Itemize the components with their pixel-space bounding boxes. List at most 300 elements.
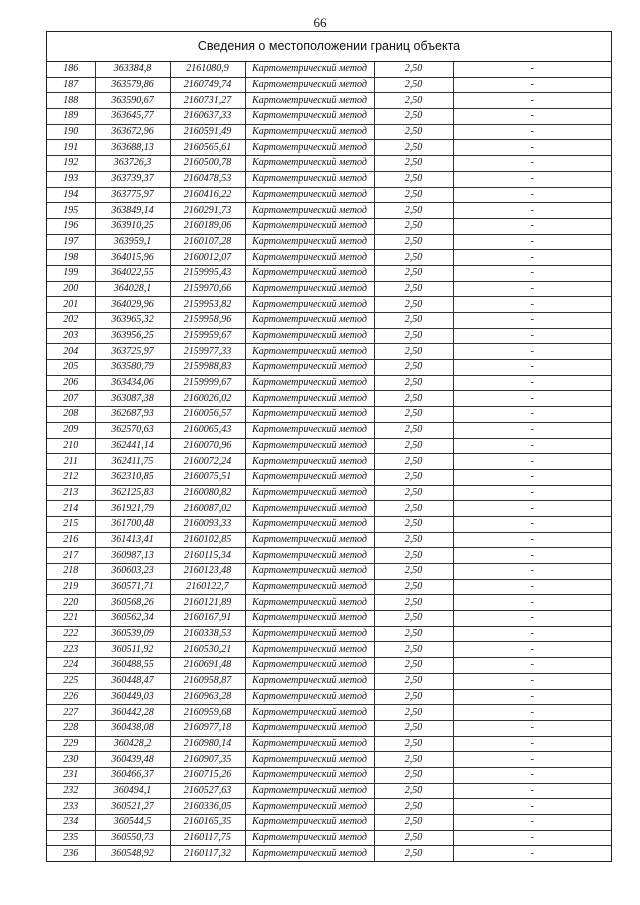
accuracy-cell: 2,50 [374,156,453,172]
description-cell: - [453,422,611,438]
description-cell: - [453,109,611,125]
table-row [47,422,611,438]
point-number-cell: 207 [47,391,95,407]
method-cell: Картометрический метод [245,626,374,642]
x-coordinate-cell: 363726,3 [95,156,170,172]
table-row [47,265,611,281]
table-row [47,736,611,752]
method-cell: Картометрический метод [245,344,374,360]
point-number-cell: 213 [47,485,95,501]
point-number-cell: 198 [47,250,95,266]
point-number-cell: 200 [47,281,95,297]
y-coordinate-cell: 2160416,22 [170,187,245,203]
point-number-cell: 230 [47,752,95,768]
point-number-cell: 187 [47,77,95,93]
description-cell: - [453,313,611,329]
x-coordinate-cell: 360548,92 [95,846,170,861]
y-coordinate-cell: 2160959,68 [170,705,245,721]
description-cell: - [453,407,611,423]
table-row [47,93,611,109]
x-coordinate-cell: 363645,77 [95,109,170,125]
table-row [47,218,611,234]
y-coordinate-cell: 2160087,02 [170,501,245,517]
x-coordinate-cell: 361921,79 [95,501,170,517]
method-cell: Картометрический метод [245,313,374,329]
method-cell: Картометрический метод [245,736,374,752]
point-number-cell: 189 [47,109,95,125]
point-number-cell: 235 [47,830,95,846]
x-coordinate-cell: 363580,79 [95,360,170,376]
x-coordinate-cell: 363590,67 [95,93,170,109]
method-cell: Картометрический метод [245,109,374,125]
table-row [47,783,611,799]
x-coordinate-cell: 360539,09 [95,626,170,642]
y-coordinate-cell: 2160691,48 [170,658,245,674]
method-cell: Картометрический метод [245,830,374,846]
x-coordinate-cell: 363775,97 [95,187,170,203]
table-row [47,673,611,689]
y-coordinate-cell: 2159953,82 [170,297,245,313]
x-coordinate-cell: 361413,41 [95,532,170,548]
table-row [47,77,611,93]
description-cell: - [453,297,611,313]
method-cell: Картометрический метод [245,799,374,815]
method-cell: Картометрический метод [245,93,374,109]
method-cell: Картометрический метод [245,611,374,627]
accuracy-cell: 2,50 [374,281,453,297]
method-cell: Картометрический метод [245,469,374,485]
point-number-cell: 197 [47,234,95,250]
method-cell: Картометрический метод [245,516,374,532]
point-number-cell: 216 [47,532,95,548]
point-number-cell: 192 [47,156,95,172]
x-coordinate-cell: 362570,63 [95,422,170,438]
table-row [47,344,611,360]
point-number-cell: 223 [47,642,95,658]
x-coordinate-cell: 360550,73 [95,830,170,846]
x-coordinate-cell: 362411,75 [95,454,170,470]
y-coordinate-cell: 2160026,02 [170,391,245,407]
accuracy-cell: 2,50 [374,799,453,815]
point-number-cell: 217 [47,548,95,564]
accuracy-cell: 2,50 [374,422,453,438]
method-cell: Картометрический метод [245,658,374,674]
x-coordinate-cell: 360439,48 [95,752,170,768]
accuracy-cell: 2,50 [374,564,453,580]
y-coordinate-cell: 2160591,49 [170,124,245,140]
method-cell: Картометрический метод [245,579,374,595]
method-cell: Картометрический метод [245,187,374,203]
x-coordinate-cell: 363956,25 [95,328,170,344]
description-cell: - [453,673,611,689]
table-row [47,611,611,627]
description-cell: - [453,485,611,501]
y-coordinate-cell: 2160107,28 [170,234,245,250]
table-row [47,626,611,642]
method-cell: Картометрический метод [245,62,374,77]
x-coordinate-cell: 360494,1 [95,783,170,799]
y-coordinate-cell: 2160478,53 [170,171,245,187]
description-cell: - [453,62,611,77]
method-cell: Картометрический метод [245,281,374,297]
accuracy-cell: 2,50 [374,501,453,517]
y-coordinate-cell: 2160958,87 [170,673,245,689]
table-row [47,469,611,485]
description-cell: - [453,328,611,344]
x-coordinate-cell: 364022,55 [95,265,170,281]
table-row [47,171,611,187]
y-coordinate-cell: 2159959,67 [170,328,245,344]
table-row [47,689,611,705]
point-number-cell: 225 [47,673,95,689]
description-cell: - [453,658,611,674]
x-coordinate-cell: 360448,47 [95,673,170,689]
method-cell: Картометрический метод [245,501,374,517]
x-coordinate-cell: 360987,13 [95,548,170,564]
table-row [47,297,611,313]
point-number-cell: 191 [47,140,95,156]
x-coordinate-cell: 363739,37 [95,171,170,187]
table-row [47,234,611,250]
method-cell: Картометрический метод [245,783,374,799]
point-number-cell: 214 [47,501,95,517]
description-cell: - [453,281,611,297]
method-cell: Картометрический метод [245,767,374,783]
y-coordinate-cell: 2160093,33 [170,516,245,532]
accuracy-cell: 2,50 [374,579,453,595]
method-cell: Картометрический метод [245,485,374,501]
y-coordinate-cell: 2160065,43 [170,422,245,438]
accuracy-cell: 2,50 [374,77,453,93]
x-coordinate-cell: 363384,8 [95,62,170,77]
method-cell: Картометрический метод [245,77,374,93]
x-coordinate-cell: 360521,27 [95,799,170,815]
x-coordinate-cell: 363672,96 [95,124,170,140]
x-coordinate-cell: 363965,32 [95,313,170,329]
table-row [47,454,611,470]
table-row [47,360,611,376]
description-cell: - [453,156,611,172]
accuracy-cell: 2,50 [374,375,453,391]
method-cell: Картометрический метод [245,454,374,470]
point-number-cell: 193 [47,171,95,187]
description-cell: - [453,171,611,187]
table-row [47,846,611,861]
table-row [47,485,611,501]
y-coordinate-cell: 2160167,91 [170,611,245,627]
y-coordinate-cell: 2160056,57 [170,407,245,423]
point-number-cell: 201 [47,297,95,313]
table-row [47,767,611,783]
table-row [47,203,611,219]
table-row [47,313,611,329]
description-cell: - [453,93,611,109]
point-number-cell: 212 [47,469,95,485]
accuracy-cell: 2,50 [374,783,453,799]
x-coordinate-cell: 360428,2 [95,736,170,752]
description-cell: - [453,438,611,454]
description-cell: - [453,564,611,580]
table-row [47,815,611,831]
method-cell: Картометрический метод [245,375,374,391]
y-coordinate-cell: 2160165,35 [170,815,245,831]
method-cell: Картометрический метод [245,642,374,658]
boundary-table-frame [46,31,612,862]
y-coordinate-cell: 2160530,21 [170,642,245,658]
description-cell: - [453,375,611,391]
table-row [47,250,611,266]
point-number-cell: 206 [47,375,95,391]
accuracy-cell: 2,50 [374,736,453,752]
accuracy-cell: 2,50 [374,673,453,689]
y-coordinate-cell: 2159970,66 [170,281,245,297]
y-coordinate-cell: 2160907,35 [170,752,245,768]
accuracy-cell: 2,50 [374,265,453,281]
description-cell: - [453,265,611,281]
table-row [47,438,611,454]
description-cell: - [453,642,611,658]
description-cell: - [453,203,611,219]
accuracy-cell: 2,50 [374,752,453,768]
table-row [47,62,611,77]
description-cell: - [453,532,611,548]
accuracy-cell: 2,50 [374,140,453,156]
method-cell: Картометрический метод [245,407,374,423]
accuracy-cell: 2,50 [374,234,453,250]
description-cell: - [453,516,611,532]
accuracy-cell: 2,50 [374,815,453,831]
x-coordinate-cell: 360442,28 [95,705,170,721]
description-cell: - [453,501,611,517]
x-coordinate-cell: 360562,34 [95,611,170,627]
accuracy-cell: 2,50 [374,626,453,642]
x-coordinate-cell: 360466,37 [95,767,170,783]
accuracy-cell: 2,50 [374,438,453,454]
method-cell: Картометрический метод [245,846,374,861]
table-title: Сведения о местоположении границ объекта [47,32,611,62]
method-cell: Картометрический метод [245,532,374,548]
method-cell: Картометрический метод [245,328,374,344]
method-cell: Картометрический метод [245,250,374,266]
accuracy-cell: 2,50 [374,705,453,721]
point-number-cell: 196 [47,218,95,234]
y-coordinate-cell: 2160749,74 [170,77,245,93]
x-coordinate-cell: 364029,96 [95,297,170,313]
accuracy-cell: 2,50 [374,485,453,501]
method-cell: Картометрический метод [245,689,374,705]
table-row [47,658,611,674]
table-row [47,830,611,846]
accuracy-cell: 2,50 [374,516,453,532]
table-row [47,156,611,172]
table-row [47,124,611,140]
y-coordinate-cell: 2160070,96 [170,438,245,454]
y-coordinate-cell: 2160527,63 [170,783,245,799]
method-cell: Картометрический метод [245,548,374,564]
method-cell: Картометрический метод [245,673,374,689]
x-coordinate-cell: 363910,25 [95,218,170,234]
accuracy-cell: 2,50 [374,548,453,564]
y-coordinate-cell: 2160117,32 [170,846,245,861]
accuracy-cell: 2,50 [374,658,453,674]
table-row [47,579,611,595]
accuracy-cell: 2,50 [374,187,453,203]
y-coordinate-cell: 2160121,89 [170,595,245,611]
point-number-cell: 233 [47,799,95,815]
x-coordinate-cell: 361700,48 [95,516,170,532]
point-number-cell: 202 [47,313,95,329]
table-row [47,140,611,156]
y-coordinate-cell: 2161080,9 [170,62,245,77]
point-number-cell: 219 [47,579,95,595]
description-cell: - [453,469,611,485]
point-number-cell: 232 [47,783,95,799]
description-cell: - [453,736,611,752]
description-cell: - [453,140,611,156]
description-cell: - [453,391,611,407]
x-coordinate-cell: 363434,06 [95,375,170,391]
x-coordinate-cell: 360488,55 [95,658,170,674]
y-coordinate-cell: 2159977,33 [170,344,245,360]
point-number-cell: 224 [47,658,95,674]
point-number-cell: 234 [47,815,95,831]
point-number-cell: 209 [47,422,95,438]
y-coordinate-cell: 2160080,82 [170,485,245,501]
y-coordinate-cell: 2160072,24 [170,454,245,470]
table-row [47,187,611,203]
coordinates-table [47,62,611,861]
description-cell: - [453,218,611,234]
table-row [47,407,611,423]
method-cell: Картометрический метод [245,203,374,219]
description-cell: - [453,344,611,360]
point-number-cell: 226 [47,689,95,705]
point-number-cell: 204 [47,344,95,360]
accuracy-cell: 2,50 [374,642,453,658]
y-coordinate-cell: 2159999,67 [170,375,245,391]
y-coordinate-cell: 2160336,05 [170,799,245,815]
method-cell: Картометрический метод [245,171,374,187]
accuracy-cell: 2,50 [374,344,453,360]
accuracy-cell: 2,50 [374,407,453,423]
description-cell: - [453,767,611,783]
description-cell: - [453,720,611,736]
description-cell: - [453,77,611,93]
description-cell: - [453,752,611,768]
accuracy-cell: 2,50 [374,203,453,219]
y-coordinate-cell: 2160123,48 [170,564,245,580]
point-number-cell: 211 [47,454,95,470]
method-cell: Картометрический метод [245,815,374,831]
accuracy-cell: 2,50 [374,767,453,783]
point-number-cell: 194 [47,187,95,203]
x-coordinate-cell: 360603,23 [95,564,170,580]
table-row [47,705,611,721]
method-cell: Картометрический метод [245,705,374,721]
y-coordinate-cell: 2160637,33 [170,109,245,125]
accuracy-cell: 2,50 [374,297,453,313]
method-cell: Картометрический метод [245,234,374,250]
accuracy-cell: 2,50 [374,846,453,861]
y-coordinate-cell: 2160963,28 [170,689,245,705]
x-coordinate-cell: 364015,96 [95,250,170,266]
table-row [47,595,611,611]
y-coordinate-cell: 2160291,73 [170,203,245,219]
description-cell: - [453,815,611,831]
description-cell: - [453,783,611,799]
table-row [47,720,611,736]
table-row [47,564,611,580]
y-coordinate-cell: 2160117,75 [170,830,245,846]
description-cell: - [453,124,611,140]
x-coordinate-cell: 360568,26 [95,595,170,611]
point-number-cell: 186 [47,62,95,77]
x-coordinate-cell: 360438,08 [95,720,170,736]
accuracy-cell: 2,50 [374,313,453,329]
point-number-cell: 203 [47,328,95,344]
table-row [47,532,611,548]
x-coordinate-cell: 363725,97 [95,344,170,360]
y-coordinate-cell: 2160980,14 [170,736,245,752]
accuracy-cell: 2,50 [374,109,453,125]
y-coordinate-cell: 2160338,53 [170,626,245,642]
y-coordinate-cell: 2160715,26 [170,767,245,783]
method-cell: Картометрический метод [245,438,374,454]
description-cell: - [453,626,611,642]
description-cell: - [453,799,611,815]
y-coordinate-cell: 2159958,96 [170,313,245,329]
x-coordinate-cell: 360571,71 [95,579,170,595]
x-coordinate-cell: 362687,93 [95,407,170,423]
method-cell: Картометрический метод [245,564,374,580]
x-coordinate-cell: 362125,83 [95,485,170,501]
x-coordinate-cell: 360544,5 [95,815,170,831]
description-cell: - [453,548,611,564]
method-cell: Картометрический метод [245,752,374,768]
description-cell: - [453,595,611,611]
y-coordinate-cell: 2160122,7 [170,579,245,595]
accuracy-cell: 2,50 [374,171,453,187]
point-number-cell: 236 [47,846,95,861]
accuracy-cell: 2,50 [374,532,453,548]
x-coordinate-cell: 360511,92 [95,642,170,658]
point-number-cell: 215 [47,516,95,532]
method-cell: Картометрический метод [245,360,374,376]
point-number-cell: 195 [47,203,95,219]
point-number-cell: 208 [47,407,95,423]
method-cell: Картометрический метод [245,720,374,736]
accuracy-cell: 2,50 [374,454,453,470]
point-number-cell: 205 [47,360,95,376]
point-number-cell: 188 [47,93,95,109]
description-cell: - [453,360,611,376]
accuracy-cell: 2,50 [374,595,453,611]
method-cell: Картометрический метод [245,422,374,438]
x-coordinate-cell: 363688,13 [95,140,170,156]
y-coordinate-cell: 2160115,34 [170,548,245,564]
y-coordinate-cell: 2160731,27 [170,93,245,109]
point-number-cell: 231 [47,767,95,783]
method-cell: Картометрический метод [245,391,374,407]
y-coordinate-cell: 2160012,07 [170,250,245,266]
accuracy-cell: 2,50 [374,611,453,627]
description-cell: - [453,830,611,846]
x-coordinate-cell: 363959,1 [95,234,170,250]
table-row [47,281,611,297]
accuracy-cell: 2,50 [374,391,453,407]
y-coordinate-cell: 2159995,43 [170,265,245,281]
point-number-cell: 221 [47,611,95,627]
